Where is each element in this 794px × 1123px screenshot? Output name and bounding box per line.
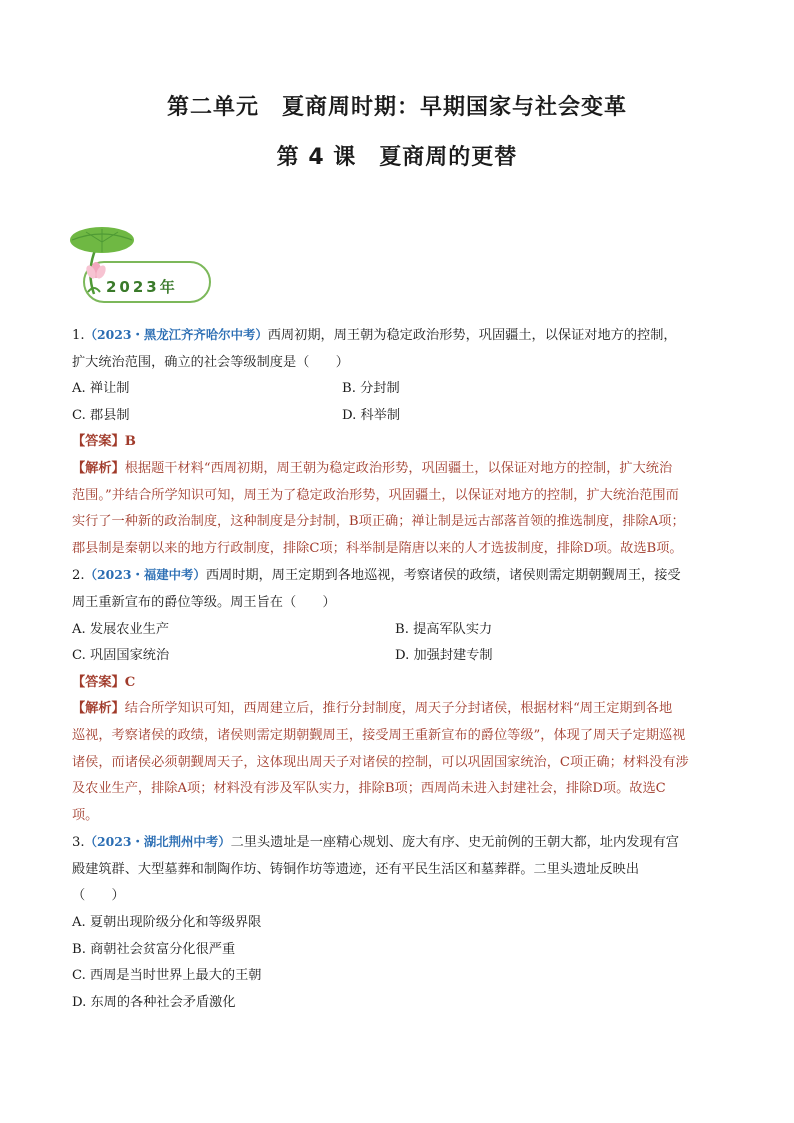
question-stem (72, 829, 732, 857)
option-c: C. 郡县制 (72, 407, 130, 423)
analysis-line: 诸侯，而诸侯必须朝觐周天子，这体现出周天子对诸侯的控制，可以巩固国家统治，C项正确；材料没有涉 (72, 754, 689, 770)
year-badge (66, 222, 214, 308)
question-2 (72, 562, 732, 829)
option-a: A. 夏朝出现阶级分化和等级界限 (72, 915, 262, 931)
analysis-line (72, 456, 732, 483)
lesson-title: 第 4 课 夏商周的更替 (276, 145, 518, 170)
analysis-text: 根据题干材料“西周初期，周王朝为稳定政治形势，巩固疆土，以保证对地方的控制，扩大统治 (124, 460, 673, 476)
analysis-text: 结合所学知识可知，西周建立后，推行分封制度，周天子分封诸侯，根据材料“周王定期到各地 (124, 701, 673, 717)
question-source: （2023・福建中考） (84, 567, 206, 583)
badge-year: 2023年 (106, 278, 178, 296)
answer-label: 【答案】B (72, 434, 136, 450)
option-row (72, 643, 732, 670)
option-d: D. 东周的各种社会矛盾激化 (72, 994, 236, 1010)
analysis-line: 范围。”并结合所学知识可知，周王为了稳定政治形势，巩固疆土，以保证对地方的控制，扩大统治范围而 (72, 487, 679, 503)
option-b: B. 提高军队实力 (395, 621, 493, 637)
option-b: B. 分封制 (342, 381, 400, 397)
stem-text: 西周时期，周王定期到各地巡视，考察诸侯的政绩，诸侯则需定期朝觐周王，接受 (205, 568, 681, 584)
option-d: D. 加强封建专制 (395, 648, 493, 664)
analysis-line: 实行了一种新的政治制度，这种制度是分封制，B项正确；禅让制是远古部落首领的推选制度，排除A项； (72, 514, 685, 530)
question-stem (72, 562, 732, 590)
analysis-line: 郡县制是秦朝以来的地方行政制度，排除C项；科举制是隋唐以来的人才选拔制度，排除D项。故选B项。 (72, 540, 683, 556)
question-list (72, 322, 732, 1016)
analysis-line: 巡视，考察诸侯的政绩，诸侯则需定期朝觐周王，接受周王重新宣布的爵位等级”，体现了周天子定期巡视 (72, 727, 686, 743)
analysis-line: 项。 (72, 807, 99, 823)
unit-title: 第二单元 夏商周时期：早期国家与社会变革 (166, 95, 627, 120)
question-number: 1. (72, 328, 85, 343)
analysis-line: 及农业生产，排除A项；材料没有涉及军队实力，排除B项；西周尚未进入封建社会，排除D项。故选C (72, 781, 666, 797)
option-b: B. 商朝社会贫富分化很严重 (72, 941, 236, 957)
analysis-line (72, 696, 732, 723)
option-d: D. 科举制 (342, 407, 401, 423)
question-1 (72, 322, 732, 562)
question-number: 2. (72, 568, 85, 584)
question-source: （2023・黑龙江齐齐哈尔中考） (84, 327, 268, 342)
option-row (72, 376, 732, 403)
option-c: C. 西周是当时世界上最大的王朝 (72, 968, 262, 984)
option-row (72, 403, 732, 430)
answer-label: 【答案】C (72, 674, 136, 690)
stem-text: 西周初期，周王朝为稳定政治形势，巩固疆土，以保证对地方的控制， (267, 328, 677, 343)
analysis-label: 【解析】 (72, 701, 125, 717)
stem-text: 殿建筑群、大型墓葬和制陶作坊、铸铜作坊等遗迹，还有平民生活区和墓葬群。二里头遗址反映出 (72, 861, 640, 877)
question-number: 3. (72, 835, 85, 851)
option-row (72, 617, 732, 644)
stem-text: （ ） (72, 888, 125, 904)
stem-text: 二里头遗址是一座精心规划、庞大有序、史无前例的王朝大都，址内发现有宫 (230, 835, 679, 851)
analysis-label: 【解析】 (72, 460, 125, 476)
question-3 (72, 829, 732, 1016)
stem-text: 扩大统治范围，确立的社会等级制度是（ ） (72, 354, 349, 370)
option-c: C. 巩固国家统治 (72, 648, 170, 664)
option-a: A. 禅让制 (72, 381, 130, 397)
stem-text: 周王重新宣布的爵位等级。周王旨在（ ） (72, 594, 336, 610)
question-stem (72, 322, 732, 350)
option-a: A. 发展农业生产 (72, 621, 170, 637)
question-source: （2023・湖北荆州中考） (84, 834, 231, 850)
